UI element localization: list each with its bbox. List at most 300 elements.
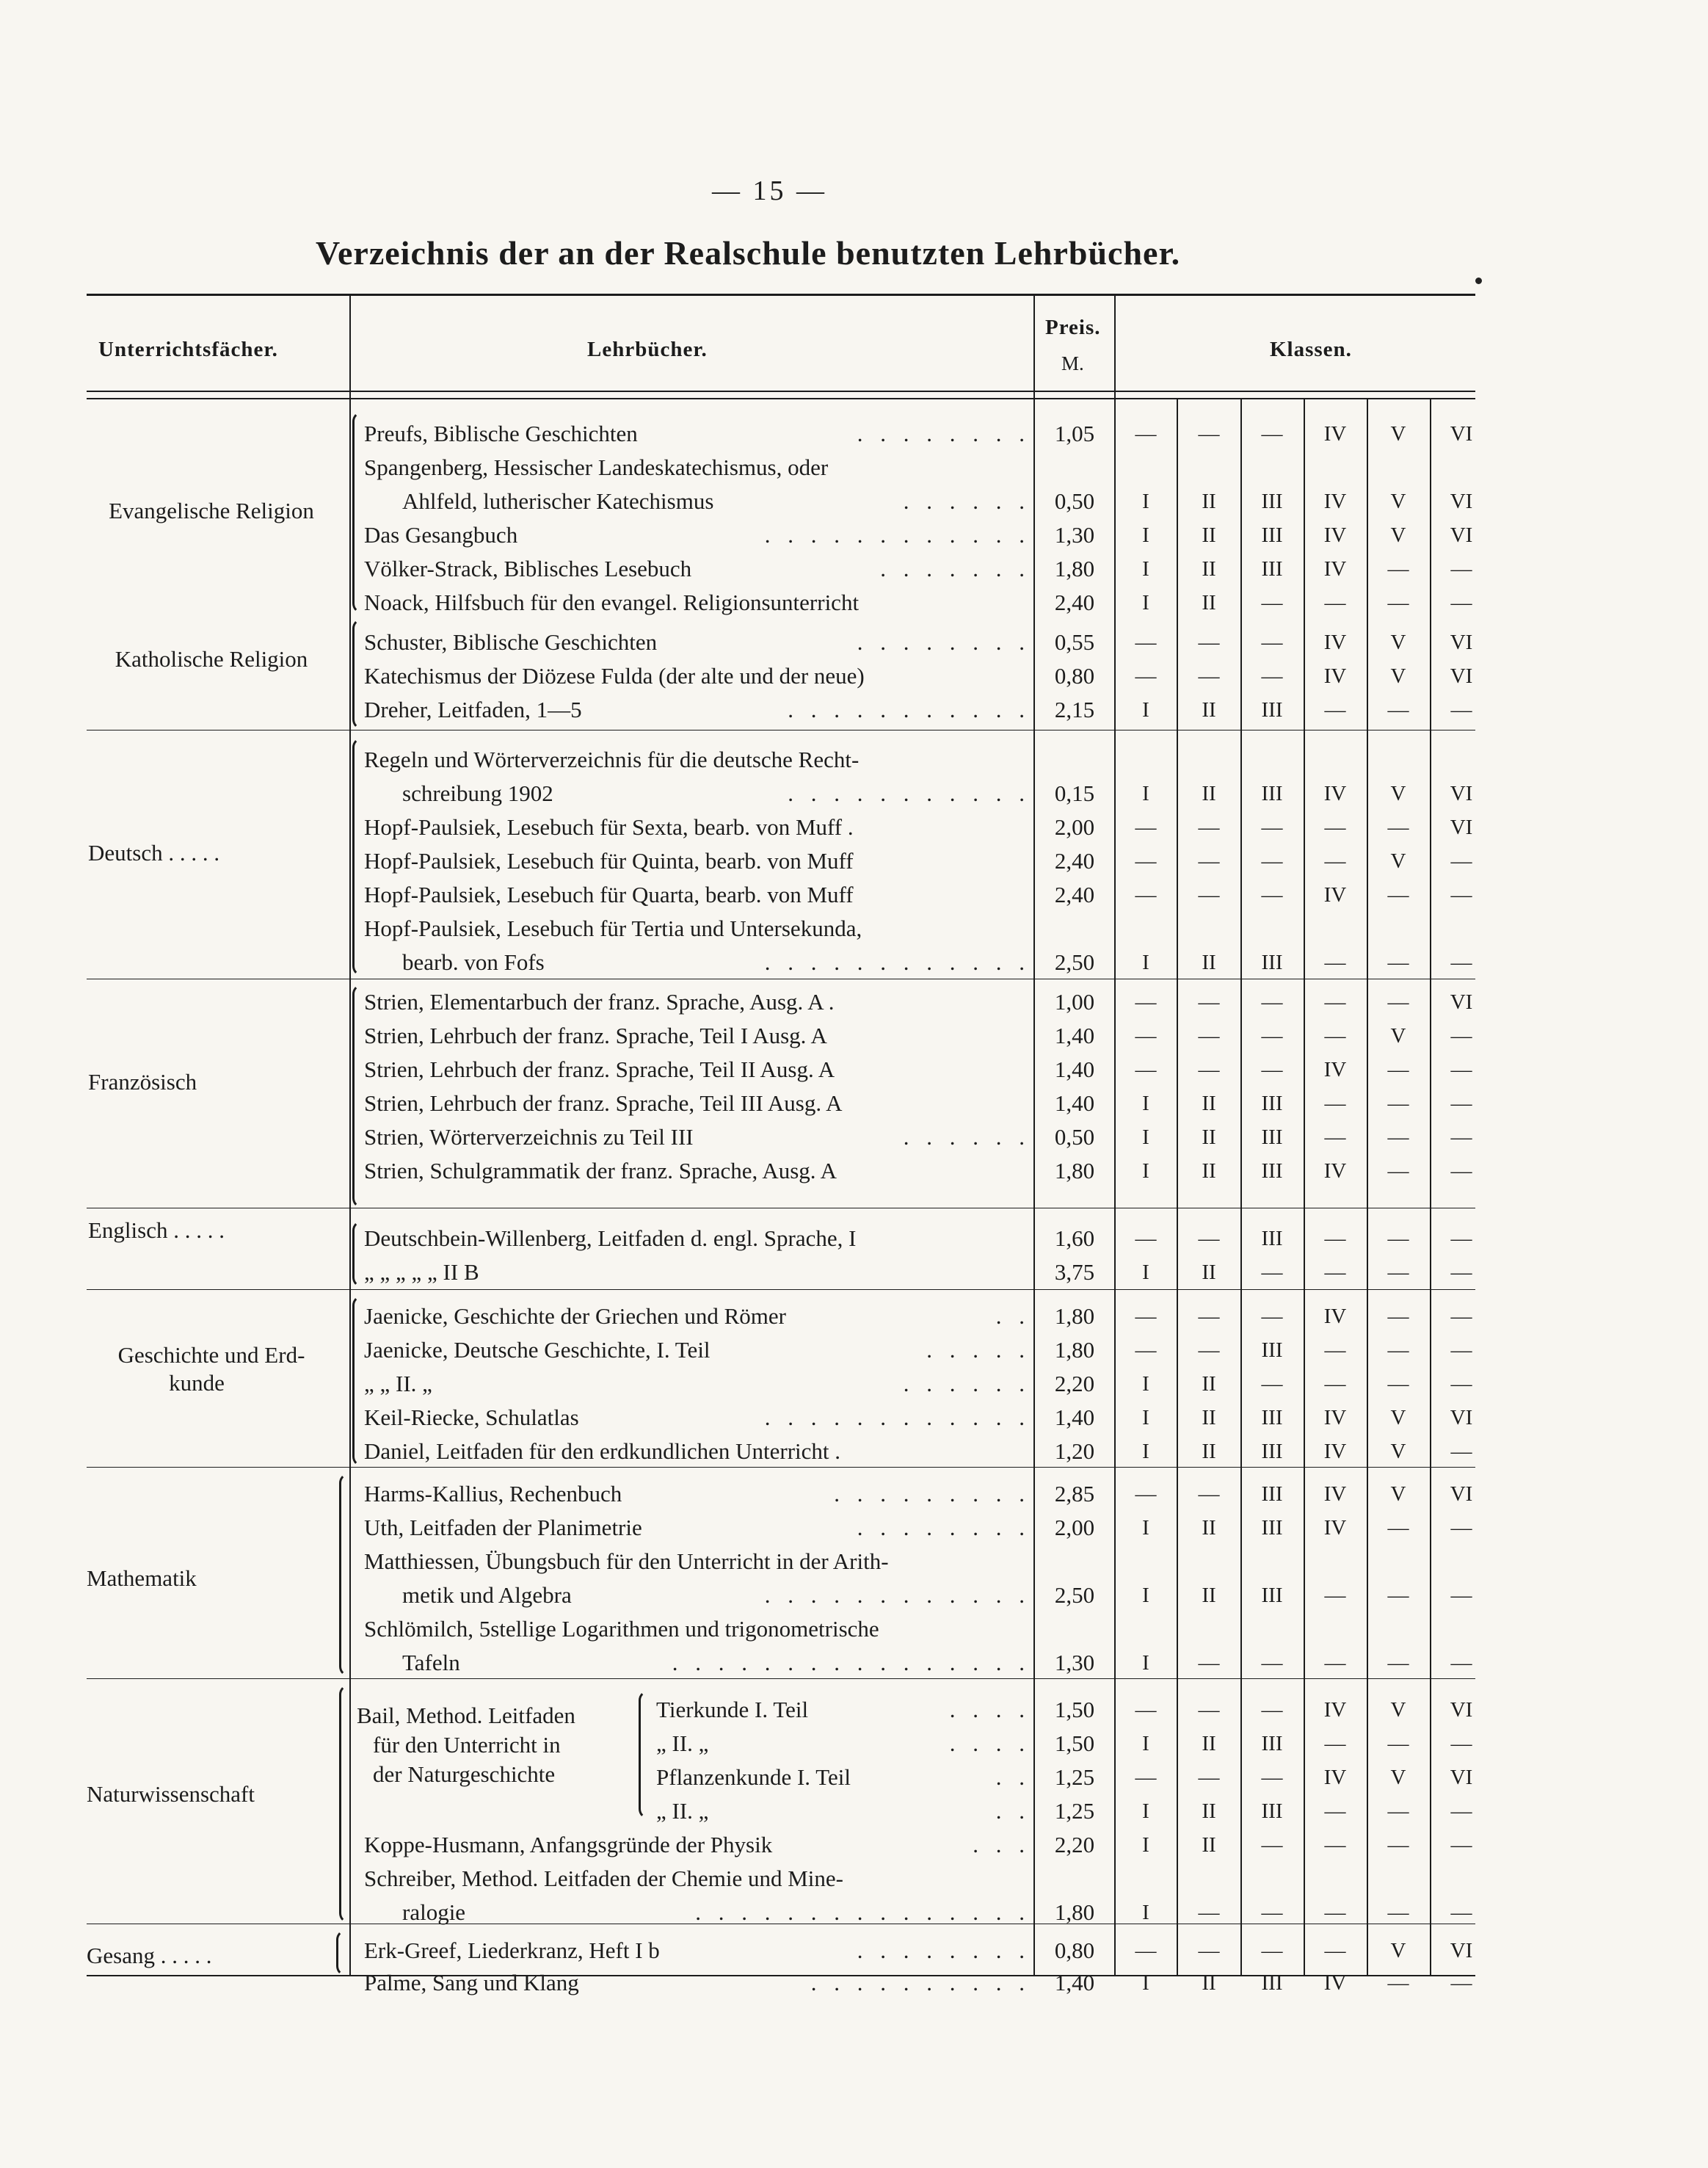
class-cell: II [1202,1372,1216,1396]
table-row [87,1828,1475,1862]
dot-leader: . . . . [949,1730,1031,1756]
book-title: Strien, Wörterverzeichnis zu Teil III [364,1124,694,1150]
class-cell: VI [1450,523,1473,547]
book-title: bearb. von Fofs [402,949,545,975]
class-cell: I [1142,1125,1149,1149]
book-title: Pflanzenkunde I. Teil [656,1764,851,1790]
class-cell: — [1387,1833,1409,1857]
table-row [87,1794,1475,1828]
class-cell: VI [1450,631,1473,654]
book-title: ralogie [402,1899,466,1925]
dot-leader: . . . . . . [903,1371,1031,1396]
table-row [87,1693,1475,1727]
class-cell: — [1198,816,1220,839]
table-row [87,1333,1475,1367]
class-cell: — [1450,1651,1472,1675]
class-cell: III [1261,1227,1283,1250]
class-cell: — [1387,557,1409,581]
class-cell: V [1390,523,1406,547]
book-title: Dreher, Leitfaden, 1—5 [364,697,582,722]
page-title: Verzeichnis der an der Realschule benutzten Lehrbücher. [316,234,1181,272]
class-cell: — [1450,849,1472,873]
table-row [87,1896,1475,1929]
book-title: Jaenicke, Geschichte der Griechen und Römer [364,1303,786,1329]
dot-leader: . . [995,1798,1031,1824]
class-cell: — [1261,422,1283,446]
class-cell: I [1142,591,1149,614]
class-cell: IV [1323,557,1347,581]
price-cell: 0,80 [1054,663,1095,689]
class-cell: — [1324,1338,1346,1362]
class-cell: I [1142,1516,1149,1540]
class-cell: II [1202,1584,1216,1607]
book-title: Ahlfeld, lutherischer Katechismus [402,488,714,514]
table-row [87,1646,1475,1680]
dot-leader: . . . [973,1832,1031,1857]
class-cell: — [1387,1058,1409,1081]
class-cell: II [1202,490,1216,513]
class-cell: III [1261,1732,1283,1755]
class-cell: — [1198,631,1220,654]
dot-leader: . . . . . . . . . . . [788,780,1031,806]
dot-leader: . . . . . . . . [857,1515,1031,1540]
class-cell: — [1198,422,1220,446]
table-row [87,552,1475,586]
class-cell: — [1450,591,1472,614]
dot-leader: . . . . . . . . . . . . [764,1404,1031,1430]
book-title: Erk-Greef, Liederkranz, Heft I b [364,1937,660,1963]
class-cell: I [1142,1440,1149,1463]
book-title: Keil-Riecke, Schulatlas [364,1404,579,1430]
price-cell: 0,80 [1054,1937,1095,1963]
header-rule-double [87,398,1475,399]
class-cell: — [1135,1024,1157,1048]
table-row [87,659,1475,693]
class-cell: — [1387,1584,1409,1607]
class-cell: — [1198,1766,1220,1789]
class-cell: II [1202,782,1216,805]
table-top-rule [87,294,1475,296]
class-cell: II [1202,523,1216,547]
table-row [87,1401,1475,1435]
dot-leader: . . . . . . . [880,556,1031,581]
class-cell: V [1390,490,1406,513]
class-cell: — [1450,1338,1472,1362]
price-cell: 2,40 [1054,848,1095,874]
class-cell: — [1450,1159,1472,1183]
class-cell: — [1261,1305,1283,1328]
bail-line-2: für den Unterricht in [373,1732,561,1758]
class-cell: IV [1323,883,1347,907]
class-cell: I [1142,1901,1149,1924]
class-cell: — [1450,1901,1472,1924]
price-cell: 2,50 [1054,1582,1095,1608]
class-cell: IV [1323,422,1347,446]
book-title: Strien, Lehrbuch der franz. Sprache, Teil II Ausg. A [364,1056,835,1082]
class-cell: — [1261,591,1283,614]
class-cell: II [1202,1261,1216,1284]
class-cell: II [1202,951,1216,974]
class-cell: I [1142,1406,1149,1429]
book-title: Tierkunde I. Teil [656,1697,809,1722]
class-cell: — [1324,591,1346,614]
book-title: Strien, Elementarbuch der franz. Sprache, Ausg. A . [364,989,835,1015]
class-cell: — [1198,1698,1220,1722]
class-cell: — [1387,1651,1409,1675]
class-cell: — [1387,1227,1409,1250]
book-title: Noack, Hilfsbuch für den evangel. Religionsunterricht [364,590,860,615]
table-row [87,1578,1475,1612]
class-cell: — [1324,1939,1346,1962]
class-cell: III [1261,1159,1283,1183]
book-title: Jaenicke, Deutsche Geschichte, I. Teil [364,1337,711,1363]
class-cell: III [1261,698,1283,722]
price-cell: 1,50 [1054,1730,1095,1756]
class-cell: IV [1323,664,1347,688]
class-cell: — [1324,1125,1346,1149]
class-cell: III [1261,1799,1283,1823]
class-cell: IV [1323,1159,1347,1183]
class-cell: V [1390,631,1406,654]
class-cell: IV [1323,523,1347,547]
book-title: Katechismus der Diözese Fulda (der alte und der neue) [364,663,865,689]
table-row [87,1120,1475,1154]
class-cell: — [1261,1651,1283,1675]
class-cell: — [1135,816,1157,839]
class-cell: I [1142,1092,1149,1115]
class-cell: — [1450,698,1472,722]
class-cell: II [1202,1516,1216,1540]
price-cell: 0,50 [1054,488,1095,514]
class-cell: — [1387,698,1409,722]
table-row [87,743,1475,777]
class-cell: VI [1450,816,1473,839]
table-row [87,417,1475,451]
class-cell: VI [1450,990,1473,1014]
class-cell: — [1450,1058,1472,1081]
table-row [87,1255,1475,1289]
table-row [87,1477,1475,1511]
subject-history-geo-2: kunde [169,1370,225,1396]
class-cell: — [1324,951,1346,974]
price-cell: 2,40 [1054,590,1095,615]
book-title: Spangenberg, Hessischer Landeskatechismus, oder [364,454,829,480]
table-row [87,1934,1475,1968]
class-cell: — [1135,1939,1157,1962]
class-cell: II [1202,1440,1216,1463]
class-cell: — [1261,1024,1283,1048]
subject-history-geo-1: Geschichte und Erd- [117,1342,305,1368]
dot-leader: . . . . . . . . . . [810,1970,1031,1995]
book-title: „ „ „ „ „ II B [364,1259,479,1285]
book-title: Tafeln [402,1650,460,1675]
table-row [87,1545,1475,1578]
table-row [87,451,1475,485]
price-cell: 1,20 [1054,1438,1095,1464]
class-cell: IV [1323,1406,1347,1429]
class-cell: III [1261,1338,1283,1362]
class-cell: II [1202,1125,1216,1149]
header-books: Lehrbücher. [587,338,708,361]
page-number: — 15 — [712,175,827,206]
table-row [87,844,1475,878]
table-row [87,518,1475,552]
class-cell: V [1390,1939,1406,1962]
class-cell: — [1450,951,1472,974]
table-row [87,693,1475,727]
class-cell: — [1198,1901,1220,1924]
table-row [87,1222,1475,1255]
class-cell: — [1198,1338,1220,1362]
class-cell: — [1198,1482,1220,1506]
class-cell: IV [1323,782,1347,805]
class-cell: — [1261,1766,1283,1789]
price-cell: 2,85 [1054,1481,1095,1507]
class-cell: I [1142,1159,1149,1183]
class-cell: I [1142,698,1149,722]
book-title: schreibung 1902 [402,780,553,806]
class-cell: — [1261,631,1283,654]
book-title: Schuster, Biblische Geschichten [364,629,658,655]
table-row [87,1367,1475,1401]
subject-german: Deutsch . . . . . [88,840,220,866]
class-cell: II [1202,1732,1216,1755]
class-cell: VI [1450,782,1473,805]
table-row [87,912,1475,946]
price-cell: 2,20 [1054,1371,1095,1396]
table-row [87,1019,1475,1053]
price-cell: 2,20 [1054,1832,1095,1857]
class-cell: — [1324,1024,1346,1048]
dot-leader: . . . . . . . . [857,629,1031,655]
class-cell: I [1142,490,1149,513]
class-cell: IV [1323,1058,1347,1081]
dot-leader: . . . . . . . . . . . . [764,522,1031,548]
book-title: Schlömilch, 5stellige Logarithmen und trigonometrische [364,1616,879,1642]
book-title: Regeln und Wörterverzeichnis für die deutsche Recht- [364,747,860,772]
table-row [87,878,1475,912]
class-cell: III [1261,951,1283,974]
price-cell: 1,40 [1054,1970,1095,1995]
class-cell: — [1387,1516,1409,1540]
price-cell: 1,80 [1054,556,1095,581]
table-row [87,1087,1475,1120]
class-cell: — [1450,557,1472,581]
class-cell: — [1324,1261,1346,1284]
subject-catholic: Katholische Religion [115,646,308,672]
price-cell: 2,40 [1054,882,1095,907]
dot-leader: . . . . . . . . . . . . . . . . [672,1650,1031,1675]
class-cell: — [1450,883,1472,907]
dot-leader: . . [995,1303,1031,1329]
table-row [87,1435,1475,1468]
header-classes: Klassen. [1270,338,1352,361]
class-cell: — [1387,1125,1409,1149]
dot-leader: . . . . . . . . . . . . [764,949,1031,975]
subject-english: Englisch . . . . . [88,1217,225,1243]
class-cell: I [1142,1833,1149,1857]
class-cell: — [1387,1092,1409,1115]
bail-line-1: Bail, Method. Leitfaden [357,1703,575,1728]
price-cell: 3,75 [1054,1259,1095,1285]
class-cell: IV [1323,1698,1347,1722]
table-row [87,586,1475,620]
class-cell: IV [1323,1305,1347,1328]
book-title: Strien, Lehrbuch der franz. Sprache, Teil III Ausg. A [364,1090,843,1116]
class-cell: III [1261,557,1283,581]
class-cell: I [1142,523,1149,547]
book-title: Hopf-Paulsiek, Lesebuch für Quinta, bearb. von Muff [364,848,854,874]
subject-french: Französisch [88,1069,197,1095]
price-cell: 0,50 [1054,1124,1095,1150]
table-row [87,946,1475,979]
book-title: Daniel, Leitfaden für den erdkundlichen Unterricht . [364,1438,841,1464]
class-cell: — [1450,1732,1472,1755]
class-cell: — [1387,1261,1409,1284]
class-cell: IV [1323,1516,1347,1540]
book-title: „ „ II. „ [364,1371,432,1396]
class-cell: — [1261,816,1283,839]
class-cell: — [1261,1058,1283,1081]
class-cell: III [1261,1516,1283,1540]
class-cell: — [1198,990,1220,1014]
class-cell: — [1324,1833,1346,1857]
class-cell: — [1198,664,1220,688]
dot-leader: . . . . . . . . . . . . [764,1582,1031,1608]
book-title: Palme, Sang und Klang [364,1970,579,1995]
price-cell: 1,80 [1054,1303,1095,1329]
class-cell: — [1135,1766,1157,1789]
price-cell: 1,30 [1054,522,1095,548]
price-cell: 2,15 [1054,697,1095,722]
class-cell: II [1202,1833,1216,1857]
class-cell: III [1261,1584,1283,1607]
class-cell: I [1142,1732,1149,1755]
class-cell: III [1261,1406,1283,1429]
class-cell: VI [1450,1698,1473,1722]
price-cell: 1,00 [1054,989,1095,1015]
class-cell: — [1261,1372,1283,1396]
class-cell: — [1387,990,1409,1014]
class-cell: III [1261,782,1283,805]
class-cell: — [1135,1305,1157,1328]
header-price: Preis. [1045,316,1101,339]
class-cell: — [1324,816,1346,839]
price-cell: 2,00 [1054,814,1095,840]
class-cell: — [1135,631,1157,654]
class-cell: I [1142,557,1149,581]
class-cell: — [1387,1338,1409,1362]
class-cell: I [1142,1372,1149,1396]
class-cell: — [1261,1698,1283,1722]
book-title: Hopf-Paulsiek, Lesebuch für Tertia und Untersekunda, [364,916,862,941]
price-cell: 1,50 [1054,1697,1095,1722]
class-cell: — [1261,1901,1283,1924]
class-cell: I [1142,1584,1149,1607]
class-cell: — [1450,1261,1472,1284]
price-cell: 1,40 [1054,1404,1095,1430]
class-cell: V [1390,1406,1406,1429]
book-title: metik und Algebra [402,1582,572,1608]
class-cell: — [1324,1732,1346,1755]
class-cell: — [1135,883,1157,907]
book-title: Harms-Kallius, Rechenbuch [364,1481,622,1507]
table-row [87,1862,1475,1896]
class-cell: V [1390,849,1406,873]
class-cell: — [1135,422,1157,446]
class-cell: II [1202,591,1216,614]
group-rule [87,1289,1475,1290]
class-cell: — [1198,883,1220,907]
dot-leader: . . [995,1764,1031,1790]
class-cell: — [1261,1939,1283,1962]
dot-leader: . . . . . . [903,1124,1031,1150]
class-cell: — [1324,698,1346,722]
class-cell: VI [1450,1406,1473,1429]
class-cell: — [1387,591,1409,614]
table-row [87,626,1475,659]
class-cell: — [1135,1227,1157,1250]
table-row [87,1511,1475,1545]
class-cell: — [1324,1092,1346,1115]
class-cell: — [1324,1799,1346,1823]
table-row [87,1053,1475,1087]
class-cell: III [1261,1440,1283,1463]
dot-leader: . . . . . . . . [857,421,1031,446]
book-title: Preufs, Biblische Geschichten [364,421,638,446]
table-row [87,1966,1475,2000]
class-cell: I [1142,951,1149,974]
class-cell: VI [1450,422,1473,446]
class-cell: II [1202,1799,1216,1823]
dot-leader: . . . . . . . . [857,1937,1031,1963]
class-cell: I [1142,1651,1149,1675]
class-cell: I [1142,1261,1149,1284]
class-cell: V [1390,1482,1406,1506]
class-cell: III [1261,1125,1283,1149]
class-cell: V [1390,1024,1406,1048]
book-title: Das Gesangbuch [364,522,518,548]
table-row [87,1761,1475,1794]
class-cell: — [1198,1651,1220,1675]
class-cell: I [1142,1799,1149,1823]
class-cell: III [1261,1971,1283,1995]
price-cell: 0,15 [1054,780,1095,806]
class-cell: — [1387,1372,1409,1396]
header-rule [87,391,1475,392]
class-cell: III [1261,490,1283,513]
class-cell: II [1202,698,1216,722]
class-cell: — [1387,951,1409,974]
table-row [87,777,1475,811]
book-title: Strien, Schulgrammatik der franz. Sprache, Ausg. A [364,1158,837,1183]
class-cell: — [1387,1799,1409,1823]
subject-evangelical: Evangelische Religion [109,498,314,523]
class-cell: — [1387,1732,1409,1755]
class-cell: — [1135,1698,1157,1722]
table-row [87,811,1475,844]
price-cell: 1,40 [1054,1090,1095,1116]
class-cell: VI [1450,1766,1473,1789]
class-cell: — [1261,883,1283,907]
class-cell: III [1261,523,1283,547]
class-cell: V [1390,782,1406,805]
class-cell: IV [1323,1971,1347,1995]
class-cell: — [1450,1833,1472,1857]
subject-singing: Gesang . . . . . [87,1943,212,1968]
subject-science: Naturwissenschaft [87,1781,255,1807]
book-title: Hopf-Paulsiek, Lesebuch für Quarta, bearb. von Muff [364,882,854,907]
